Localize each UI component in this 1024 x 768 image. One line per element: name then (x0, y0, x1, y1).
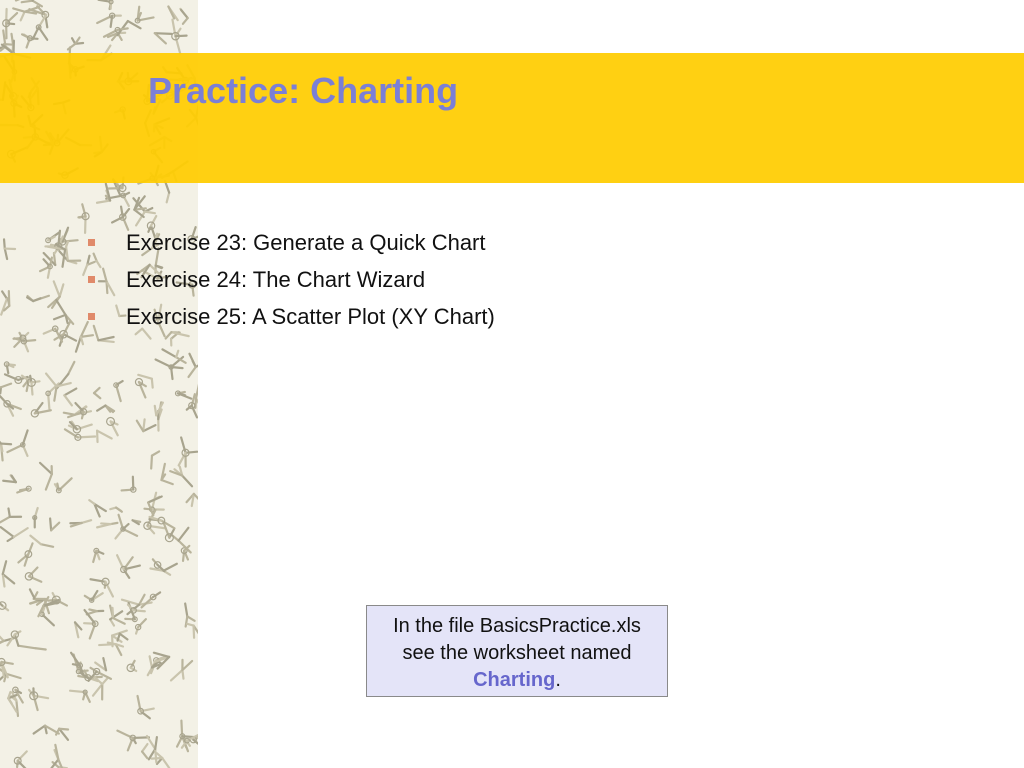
worksheet-name: Charting (473, 669, 556, 691)
note-line-3 (367, 667, 667, 694)
note-line-1: In the file BasicsPractice.xls (393, 615, 641, 637)
note-suffix: . (555, 669, 561, 691)
bullet-list (88, 228, 495, 339)
note-line-2: see the worksheet named (402, 642, 632, 664)
bullet-item (88, 265, 495, 302)
square-bullet-icon (88, 239, 95, 246)
bullet-text: Exercise 23: Generate a Quick Chart (126, 230, 486, 255)
bullet-item (88, 228, 495, 265)
square-bullet-icon (88, 276, 95, 283)
square-bullet-icon (88, 313, 95, 320)
bullet-text: Exercise 25: A Scatter Plot (XY Chart) (126, 304, 495, 329)
slide-title: Practice: Charting (148, 70, 459, 111)
bullet-item (88, 302, 495, 339)
note-box (366, 605, 668, 697)
bullet-text: Exercise 24: The Chart Wizard (126, 267, 426, 292)
